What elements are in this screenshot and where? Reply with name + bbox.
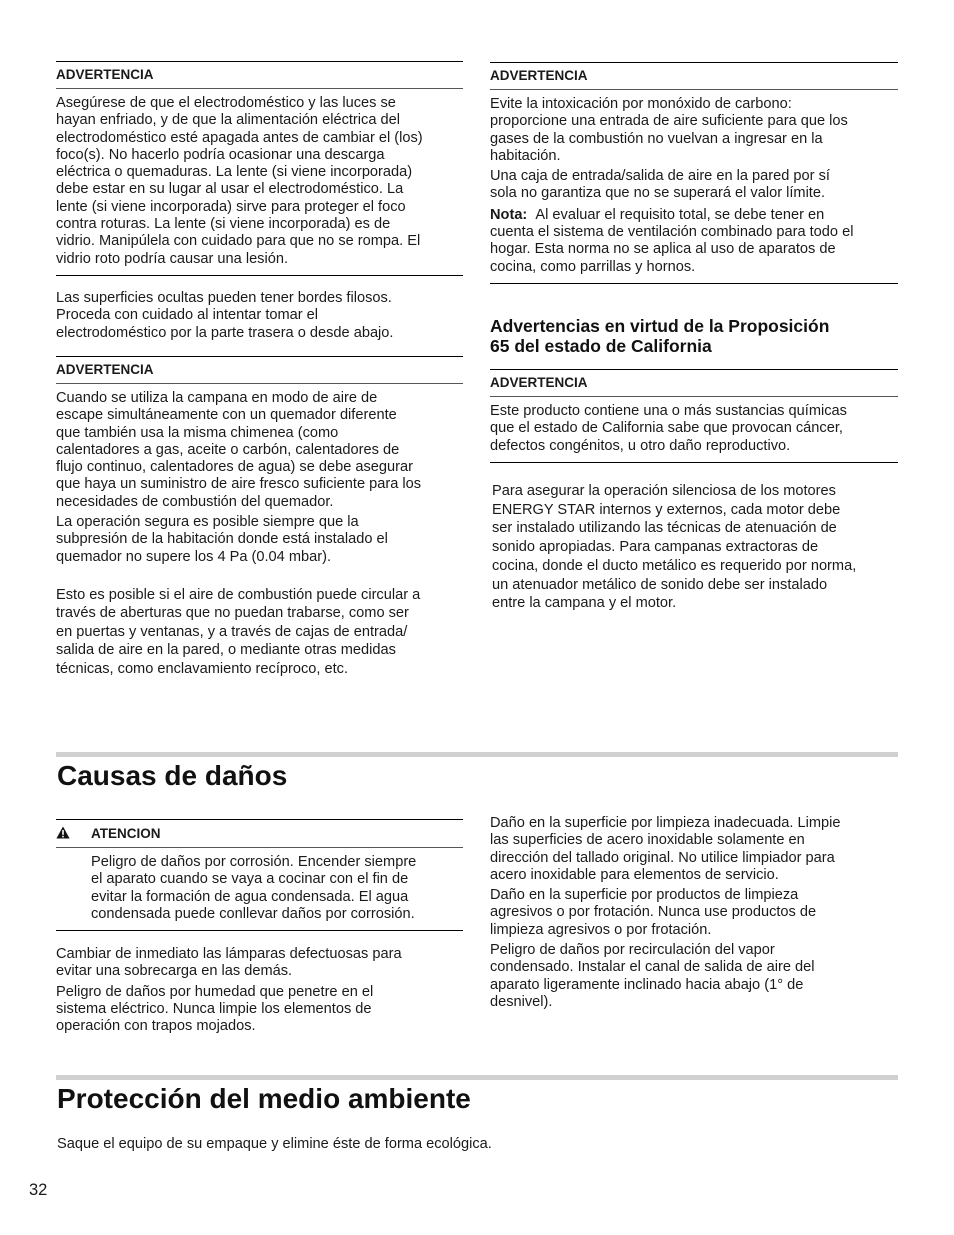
text-line: cuenta el sistema de ventilación combinado para todo el bbox=[490, 224, 854, 241]
text-line: Cuando se utiliza la campana en modo de aire de bbox=[56, 390, 378, 406]
text-line: Evite la intoxicación por monóxido de carbono: bbox=[490, 96, 792, 112]
text-line: gases de la combustión no vuelvan a ingresar en la bbox=[490, 130, 823, 147]
text-line: las superficies de acero inoxidable solamente en bbox=[490, 832, 805, 849]
text-line: Proceda con cuidado al intentar tomar el bbox=[56, 307, 319, 324]
proteccion-text: Saque el equipo de su empaque y elimine éste de forma ecológica. bbox=[57, 1136, 492, 1152]
causas-left-paragraphs bbox=[56, 946, 463, 1035]
text-line: dirección del tallado original. No utilice limpiador para bbox=[490, 849, 835, 866]
text-line: limpieza agresivos o por frotación. bbox=[490, 921, 712, 938]
text-line: necesidades de combustión del quemador. bbox=[56, 493, 334, 510]
text-line: cocina, como parrillas y hornos. bbox=[490, 258, 696, 275]
text-line: Este producto contiene una o más sustancias químicas bbox=[490, 403, 847, 419]
text-line: el aparato cuando se vaya a cocinar con el fin de bbox=[91, 871, 409, 888]
text-line: agresivos o por frotación. Nunca use productos de bbox=[490, 904, 817, 921]
prop65-heading bbox=[490, 316, 898, 356]
heading-line: Advertencias en virtud de la Proposición bbox=[490, 316, 830, 336]
left-warning-box-1 bbox=[56, 61, 463, 276]
text-line: vidrio. Manipúlela con cuidado para que no se rompa. El bbox=[56, 233, 421, 250]
text-line: proporcione una entrada de aire suficiente para que los bbox=[490, 113, 848, 130]
text-line: sonido apropiadas. Para campanas extractoras de bbox=[492, 539, 819, 556]
warning-triangle-icon bbox=[56, 826, 70, 839]
text-line: evitar una sobrecarga en las demás. bbox=[56, 963, 293, 980]
text-line: Peligro de daños por humedad que penetre en el bbox=[56, 983, 374, 1000]
text-line: escape simultáneamente con un quemador diferente bbox=[56, 407, 397, 424]
text-line: flujo continuo, calentadores de agua) se debe asegurar bbox=[56, 459, 413, 476]
text-line: sistema eléctrico. Nunca limpie los elementos de bbox=[56, 1000, 372, 1017]
warning-heading: ADVERTENCIA bbox=[490, 370, 898, 397]
text-line: condensada puede conllevar daños por corrosión. bbox=[91, 905, 415, 922]
text-line: que el estado de California sabe que provocan cáncer, bbox=[490, 420, 843, 437]
text-line: foco(s). No hacerlo podría ocasionar una descarga bbox=[56, 146, 385, 163]
text-line: debe estar en su lugar al usar el electrodoméstico. La bbox=[56, 181, 404, 198]
proteccion-title: Protección del medio ambiente bbox=[57, 1083, 471, 1114]
text-line: técnicas, como enclavamiento recíproco, etc. bbox=[56, 660, 349, 677]
warning-text bbox=[490, 397, 898, 455]
text-line: La operación segura es posible siempre que la bbox=[56, 514, 359, 531]
text-line: evitar la formación de agua condensada. El agua bbox=[91, 888, 409, 905]
atencion-heading-row bbox=[56, 820, 463, 848]
text-line: través de aberturas que no puedan trabarse, como ser bbox=[56, 605, 409, 622]
text-line: quemador no supere los 4 Pa (0.04 mbar). bbox=[56, 548, 332, 565]
text-line: Cambiar de inmediato las lámparas defectuosas para bbox=[56, 946, 402, 962]
text-line: calentadores a gas, aceite o carbón, calentadores de bbox=[56, 441, 400, 458]
text-line: subpresión de la habitación donde está instalado el bbox=[56, 531, 388, 548]
text-line: Asegúrese de que el electrodoméstico y las luces se bbox=[56, 95, 396, 111]
text-line: salida de aire en la pared, o mediante otras medidas bbox=[56, 642, 396, 659]
warning-text bbox=[56, 384, 463, 678]
atencion-heading: ATENCION bbox=[91, 826, 161, 841]
page-number: 32 bbox=[29, 1181, 48, 1199]
atencion-box bbox=[56, 819, 463, 931]
text-line: Una caja de entrada/salida de aire en la pared por sí bbox=[490, 168, 830, 185]
text-line: operación con trapos mojados. bbox=[56, 1018, 256, 1035]
text-line: Peligro de daños por corrosión. Encender siempre bbox=[91, 854, 417, 870]
text-line: ser instalado utilizando las técnicas de atenuación de bbox=[492, 520, 837, 537]
atencion-text bbox=[56, 848, 463, 923]
right-warning-box-2 bbox=[490, 369, 898, 463]
text-line: entre la campana y el motor. bbox=[492, 595, 677, 612]
text-line: que también usa la misma chimenea (como bbox=[56, 424, 339, 441]
text-line: Peligro de daños por recirculación del vapor bbox=[490, 942, 775, 959]
causas-right-paragraphs bbox=[490, 815, 898, 1011]
text-line: vidrio roto podría causar una lesión. bbox=[56, 250, 289, 267]
energy-star-paragraph bbox=[492, 482, 902, 613]
left-warning-box-2 bbox=[56, 356, 463, 678]
text-line: electrodoméstico esté apagada antes de cambiar el (los) bbox=[56, 129, 423, 146]
warning-text bbox=[490, 90, 898, 276]
section-divider bbox=[56, 752, 898, 757]
text-line: defectos congénitos, u otro daño reproductivo. bbox=[490, 437, 791, 454]
note-line bbox=[490, 207, 898, 224]
text-line: Las superficies ocultas pueden tener bordes filosos. bbox=[56, 290, 392, 306]
text-line: contra roturas. La lente (si viene incorporada) es de bbox=[56, 216, 391, 233]
text-line: ENERGY STAR internos y externos, cada motor debe bbox=[492, 501, 841, 518]
text-line: lente (si viene incorporada) sirve para proteger el foco bbox=[56, 198, 406, 215]
text-line: condensado. Instalar el canal de salida de aire del bbox=[490, 959, 815, 976]
text-line: en puertas y ventanas, y a través de cajas de entrada/ bbox=[56, 623, 408, 640]
hidden-surfaces-paragraph bbox=[56, 290, 463, 342]
warning-text bbox=[56, 89, 463, 268]
text-line: Para asegurar la operación silenciosa de los motores bbox=[492, 483, 836, 499]
text-line: un atenuador metálico de sonido debe ser instalado bbox=[492, 576, 828, 593]
text-line: que haya un suministro de aire fresco suficiente para los bbox=[56, 476, 422, 493]
right-warning-box-1 bbox=[490, 62, 898, 284]
text-line: desnivel). bbox=[490, 993, 553, 1010]
causas-title: Causas de daños bbox=[57, 760, 288, 791]
warning-heading: ADVERTENCIA bbox=[56, 357, 463, 384]
text-line: electrodoméstico por la parte trasera o desde abajo. bbox=[56, 324, 394, 341]
text-line: eléctrica o quemaduras. La lente (si viene incorporada) bbox=[56, 164, 413, 181]
text-line: Esto es posible si el aire de combustión puede circular a bbox=[56, 586, 421, 603]
text-line: Daño en la superficie por limpieza inadecuada. Limpie bbox=[490, 815, 841, 831]
heading-line: 65 del estado de California bbox=[490, 336, 712, 356]
text-line: aparato ligeramente inclinado hacia abajo (1° de bbox=[490, 976, 804, 993]
text-line: hogar. Esta norma no se aplica al uso de aparatos de bbox=[490, 241, 836, 258]
warning-heading: ADVERTENCIA bbox=[490, 63, 898, 90]
text-line: Daño en la superficie por productos de limpieza bbox=[490, 887, 799, 904]
text-line: cocina, donde el ducto metálico es requerido por norma, bbox=[492, 557, 857, 574]
note-label: Nota: bbox=[490, 206, 528, 223]
text-line: sola no garantiza que no se superará el valor límite. bbox=[490, 185, 826, 202]
text-line: acero inoxidable para elementos de servicio. bbox=[490, 866, 779, 883]
text-line: habitación. bbox=[490, 147, 561, 164]
warning-heading: ADVERTENCIA bbox=[56, 62, 463, 89]
note-text: Al evaluar el requisito total, se debe tener en bbox=[535, 206, 825, 223]
text-line: hayan enfriado, y de que la alimentación eléctrica del bbox=[56, 112, 400, 129]
section-divider bbox=[56, 1075, 898, 1080]
